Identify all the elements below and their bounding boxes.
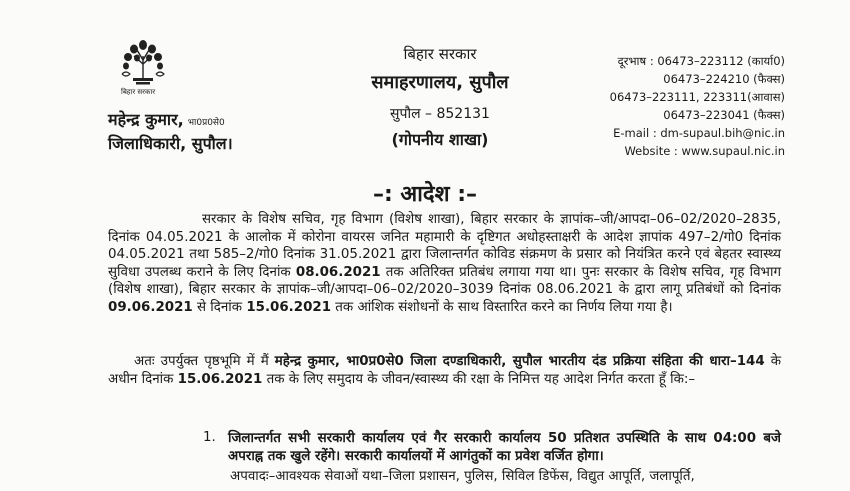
officer-name — [108, 108, 225, 130]
contact-phone-residence: 06473–223111, 223311(आवास) — [609, 90, 785, 104]
para1-date-1: 08.06.2021 — [295, 264, 381, 280]
para1-date-3: 15.06.2021 — [246, 299, 332, 315]
item-number: 1. — [203, 430, 216, 445]
contact-email[interactable]: E-mail : dm-supaul.bih@nic.in — [613, 126, 785, 140]
item-offices-rule: जिलान्तर्गत सभी सरकारी कार्यालय एवं गैर सरकारी कार्यालय 50 प्रतिशत उपस्थिति के साथ 04:00 बजे अपराह्न तक खुले रहेंगे। सरकारी कार्यालयों में आगंतुकों का प्रवेश वर्जित होगा। — [228, 431, 781, 464]
para1-text-4: तक आंशिक संशोधनों के साथ विस्तारित करने का निर्णय लिया गया है। — [331, 299, 673, 315]
officer-name-text: महेन्द्र कुमार, — [108, 110, 184, 129]
para1-text-3: से दिनांक — [192, 299, 247, 315]
order-title: –: आदेश :– — [372, 182, 478, 207]
para1-date-2: 09.06.2021 — [108, 299, 193, 315]
contact-block — [610, 52, 785, 160]
contact-fax-2: 06473–223041 (फैक्स) — [663, 108, 785, 122]
para2-text-1: अतः उपर्युक्त पृष्ठभूमि में मैं — [134, 354, 275, 369]
contact-fax-1: 06473–224210 (फैक्स) — [663, 72, 785, 86]
exception-line: अपवादः–आवश्यक सेवाओं यथा–जिला प्रशासन, पुलिस, सिविल डिफेंस, विद्युत आपूर्ति, जलापूर्ति, — [230, 469, 695, 484]
para1-text-1: सरकार के विशेष सचिव, गृह विभाग (विशेष शाखा), बिहार सरकार के ज्ञापांक–जी/आपदा–06–02/2020–2835, दिनांक 04.05.2021 के आलोक में कोरोना वायरस जनित महामारी के दृष्टिगत अधोहस्ताक्षरी के आदेश ज्ञापांक 497–2/गो0 दिनांक 04.05.2021 तथा 585–2/गो0 दिनांक 31.05.2021 द्वारा जिलान्तर्गत कोविड संक्रमण के प्रसार को नियंत्रित करने एवं बेहतर स्वास्थ्य सुविधा उपलब्ध कराने के लिए दिनांक — [108, 212, 781, 280]
paragraph-background — [108, 211, 781, 317]
paragraph-order-intro — [108, 353, 781, 388]
para2-date: 15.06.2021 — [177, 371, 263, 387]
bihar-emblem-icon — [120, 38, 166, 90]
contact-website[interactable]: Website : www.supaul.nic.in — [624, 144, 785, 158]
para2-authority: महेन्द्र कुमार, भा0प्र0से0 जिला दण्डाधिकारी, सुपौल भारतीय दंड प्रक्रिया संहिता की धारा–144 — [274, 354, 765, 369]
para1-text-2: तक अतिरिक्त प्रतिबंध लगाया गया था। पुनः सरकार के विशेष सचिव, गृह विभाग (विशेष शाखा), बिहार सरकार के ज्ञापांक–जी/आपदा–06–02/2020–3039 दिनांक 08.06.2021 के द्वारा लागू प्रतिबंधों को दिनांक — [108, 264, 781, 298]
branch-name: (गोपनीय शाखा) — [391, 130, 489, 149]
emblem-caption: बिहार सरकार — [121, 88, 156, 96]
officer-designation: जिलाधिकारी, सुपौल। — [108, 134, 233, 153]
officer-service: भा0प्र0से0 — [187, 118, 225, 128]
contact-phone-office: दूरभाष : 06473–223112 (कार्या0) — [617, 54, 785, 68]
para2-text-3: तक के लिए समुदाय के जीवन/स्वास्थ्य की रक्षा के निमित्त यह आदेश निर्गत करता हूँ कि:– — [262, 371, 696, 387]
office-name: समाहरणालय, सुपौल — [371, 72, 509, 93]
pin-code-line: सुपौल – 852131 — [390, 106, 490, 122]
government-name: बिहार सरकार — [403, 45, 477, 63]
para2-text-2: के अधीन दिनांक — [108, 354, 781, 387]
